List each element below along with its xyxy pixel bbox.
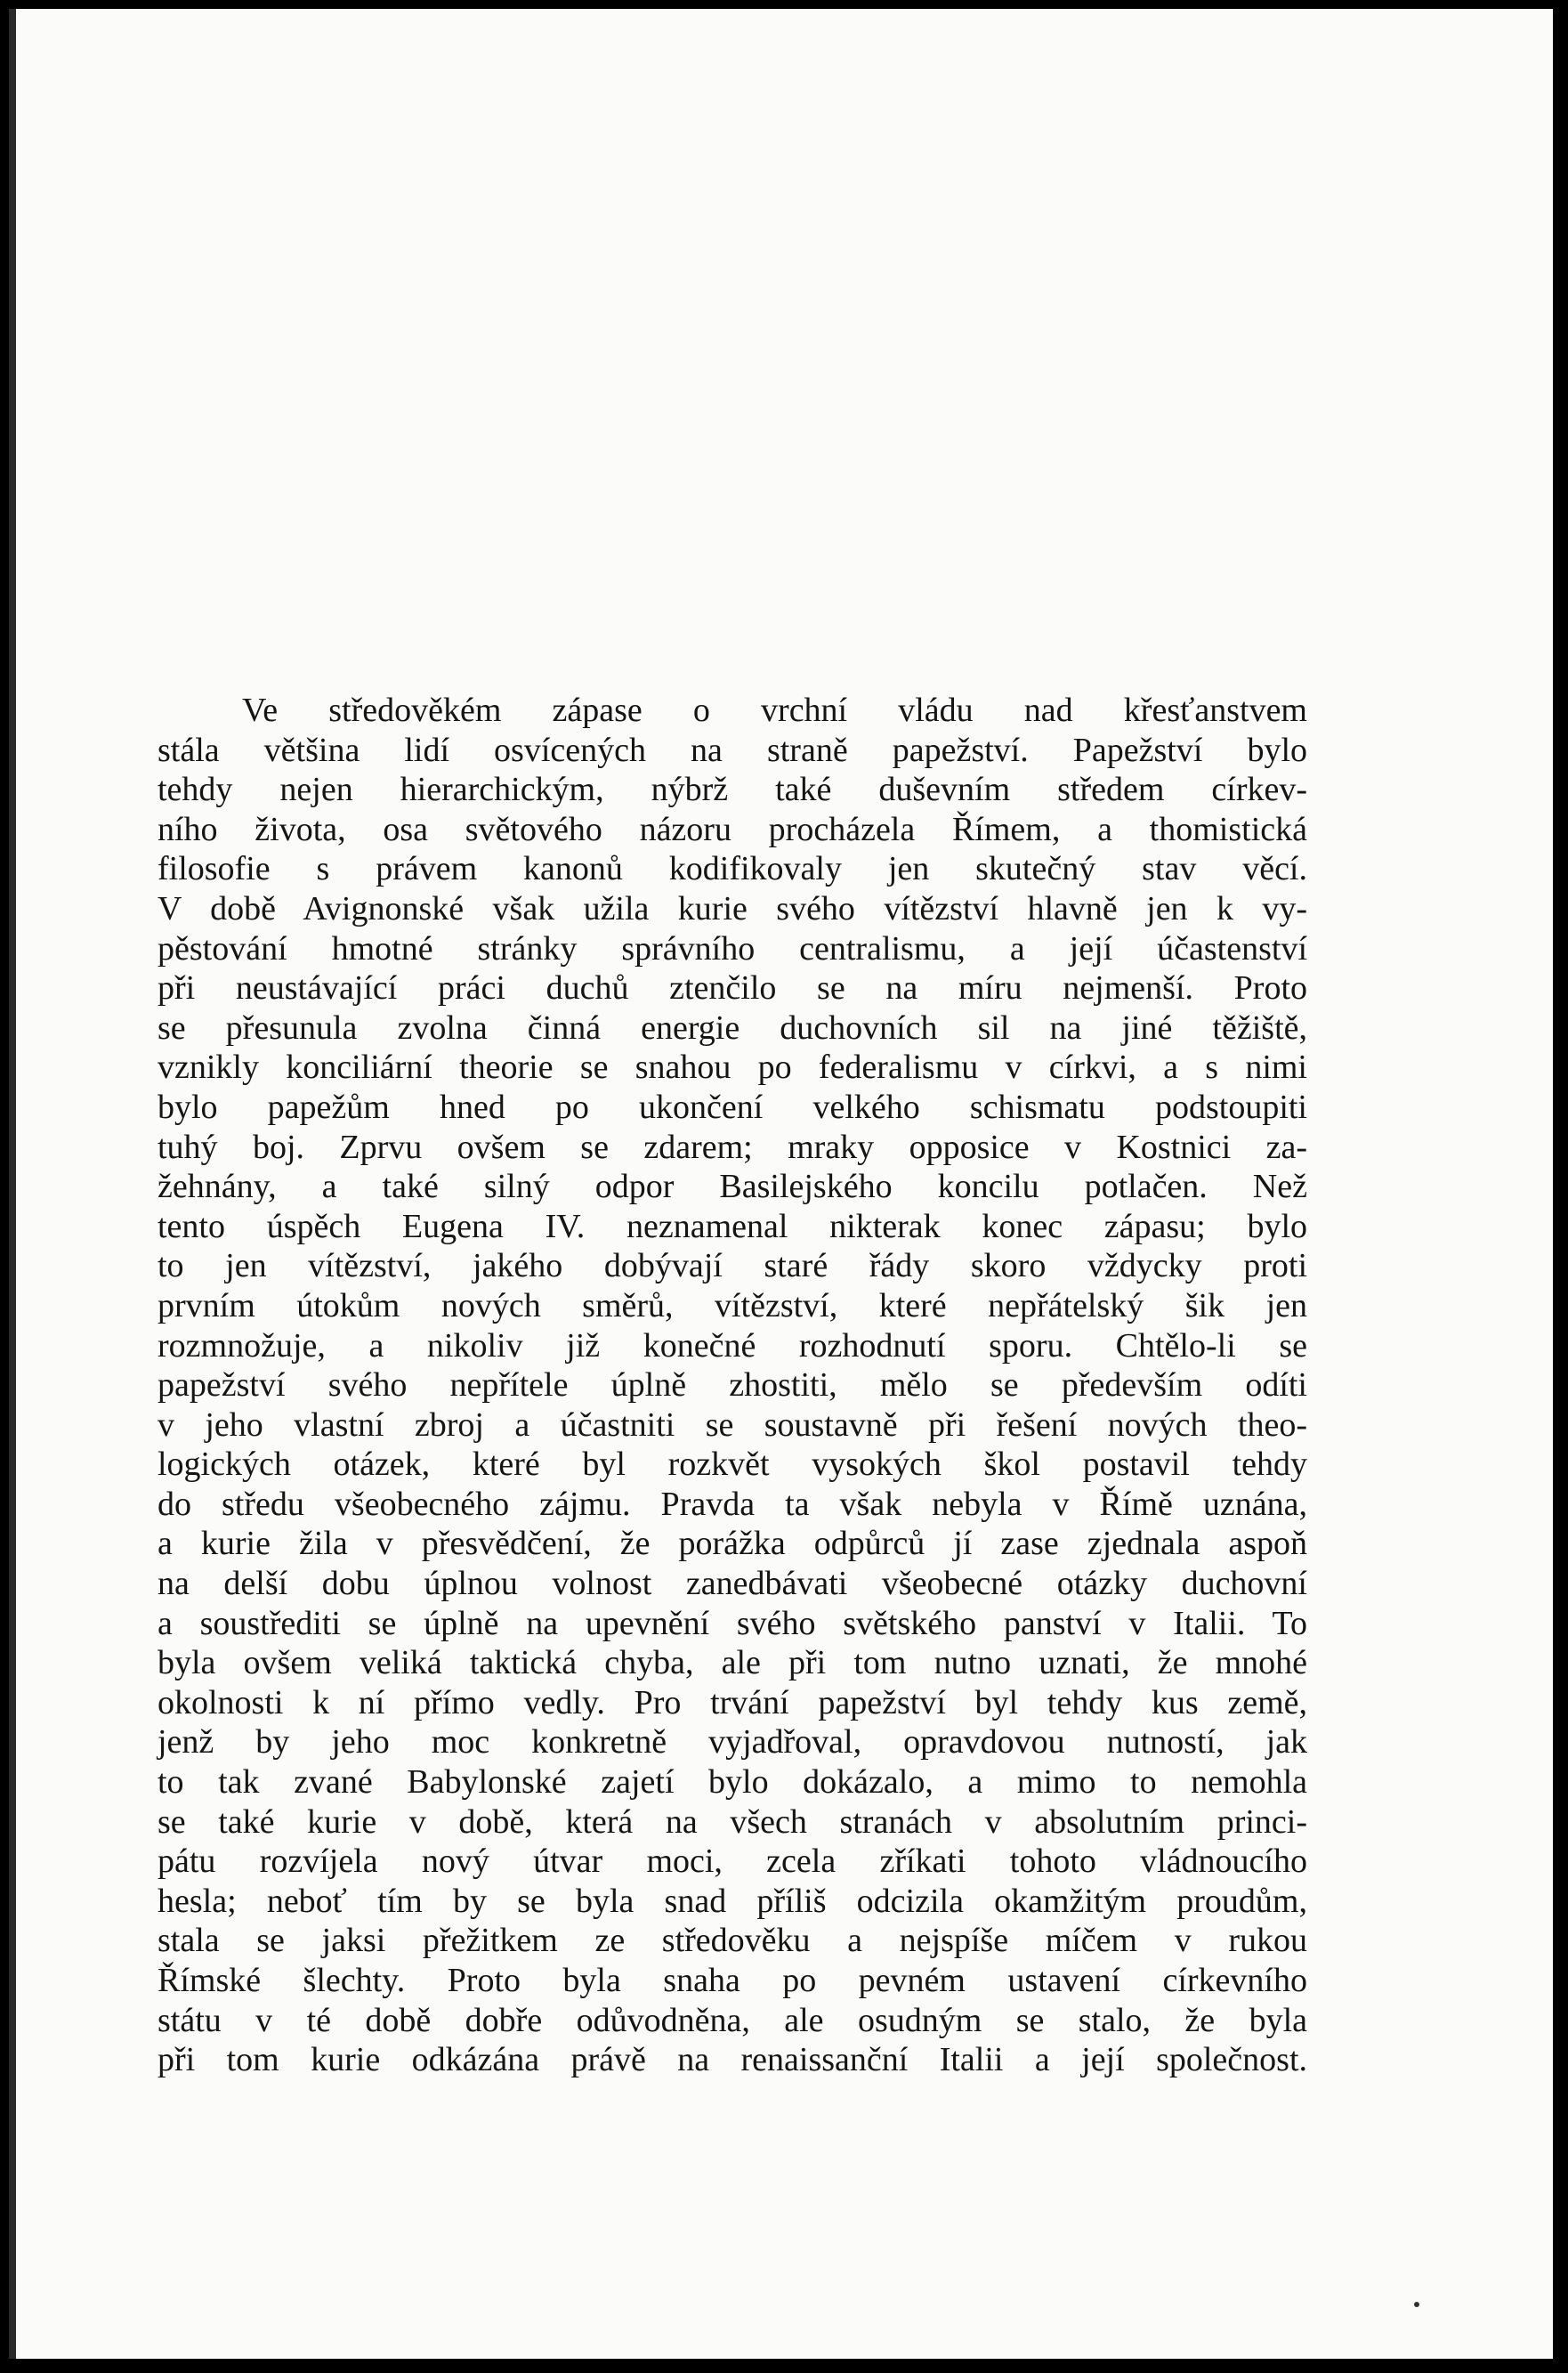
paragraph-line: Římské šlechty. Proto byla snaha po pevném ustavení církevního xyxy=(158,1962,1307,1999)
paragraph-line: tehdy nejen hierarchickým, nýbrž také duševním středem církev- xyxy=(158,771,1307,809)
paragraph-line: tento úspěch Eugena IV. neznamenal nikterak konec zápasu; bylo xyxy=(158,1207,1307,1245)
paragraph-line: Ve středověkém zápase o vrchní vládu nad křesťanstvem xyxy=(242,692,1307,729)
paragraph-line: prvním útokům nových směrů, vítězství, které nepřátelský šik jen xyxy=(158,1286,1307,1324)
paragraph-line: jenž by jeho moc konkretně vyjadřoval, opravdovou nutností, jak xyxy=(158,1723,1307,1762)
paragraph-line: logických otázek, které byl rozkvět vysokých škol postavil tehdy xyxy=(158,1446,1307,1484)
paragraph-line: hesla; neboť tím by se byla snad příliš odcizila okamžitým proudům, xyxy=(158,1882,1307,1920)
paragraph-line: pátu rozvíjela nový útvar moci, zcela zříkati tohoto vládnoucího xyxy=(158,1843,1307,1881)
paragraph-line: stala se jaksi přežitkem ze středověku a nejspíše míčem v rukou xyxy=(158,1922,1307,1960)
paragraph-line: V době Avignonské však užila kurie svého vítězství hlavně jen k vy- xyxy=(158,889,1307,927)
paragraph-line: okolnosti k ní přímo vedly. Pro trvání papežství byl tehdy kus země, xyxy=(158,1683,1307,1721)
paragraph-line: se také kurie v době, která na všech stranách v absolutním princi- xyxy=(158,1802,1307,1841)
page-left-edge xyxy=(9,9,16,2359)
paragraph-line: stála většina lidí osvícených na straně papežství. Papežství bylo xyxy=(158,731,1307,769)
paragraph-line: pěstování hmotné stránky správního centralismu, a její účastenství xyxy=(158,929,1307,968)
body-paragraph xyxy=(158,691,1307,2080)
paragraph-line: při tom kurie odkázána právě na renaissanční Italii a její společnost. xyxy=(158,2041,1307,2079)
paragraph-line: filosofie s právem kanonů kodifikovaly jen skutečný stav věcí. xyxy=(158,850,1307,888)
paragraph-line: rozmnožuje, a nikoliv již konečné rozhodnutí sporu. Chtělo-li se xyxy=(158,1326,1307,1365)
paragraph-line: vznikly konciliární theorie se snahou po federalismu v církvi, a s nimi xyxy=(158,1049,1307,1087)
paragraph-line: ního života, osa světového názoru procházela Římem, a thomistická xyxy=(158,810,1307,848)
paragraph-line: při neustávající práci duchů ztenčilo se na míru nejmenší. Proto xyxy=(158,969,1307,1008)
paragraph-line: byla ovšem veliká taktická chyba, ale při tom nutno uznati, že mnohé xyxy=(158,1644,1307,1682)
paragraph-line: to tak zvané Babylonské zajetí bylo dokázalo, a mimo to nemohla xyxy=(158,1763,1307,1802)
ink-speck xyxy=(1414,2302,1419,2307)
paragraph-line: bylo papežům hned po ukončení velkého schismatu podstoupiti xyxy=(158,1088,1307,1126)
paragraph-line: to jen vítězství, jakého dobývají staré řády skoro vždycky proti xyxy=(158,1247,1307,1285)
paragraph-line: do středu všeobecného zájmu. Pravda ta však nebyla v Římě uznána, xyxy=(158,1485,1307,1523)
paragraph-line: na delší dobu úplnou volnost zanedbávati všeobecné otázky duchovní xyxy=(158,1565,1307,1603)
paragraph-line: tuhý boj. Zprvu ovšem se zdarem; mraky opposice v Kostnici za- xyxy=(158,1128,1307,1166)
paragraph-line: papežství svého nepřítele úplně zhostiti, mělo se především odíti xyxy=(158,1366,1307,1405)
paragraph-line: a soustřediti se úplně na upevnění svého světského panství v Italii. To xyxy=(158,1604,1307,1642)
paragraph-line: se přesunula zvolna činná energie duchovních sil na jiné těžiště, xyxy=(158,1008,1307,1047)
paragraph-line: žehnány, a také silný odpor Basilejského koncilu potlačen. Než xyxy=(158,1168,1307,1206)
paragraph-line: v jeho vlastní zbroj a účastniti se soustavně při řešení nových theo- xyxy=(158,1405,1307,1444)
paragraph-line: státu v té době dobře odůvodněna, ale osudným se stalo, že byla xyxy=(158,2001,1307,2039)
paragraph-line: a kurie žila v přesvědčení, že porážka odpůrců jí zase zjednala aspoň xyxy=(158,1525,1307,1563)
